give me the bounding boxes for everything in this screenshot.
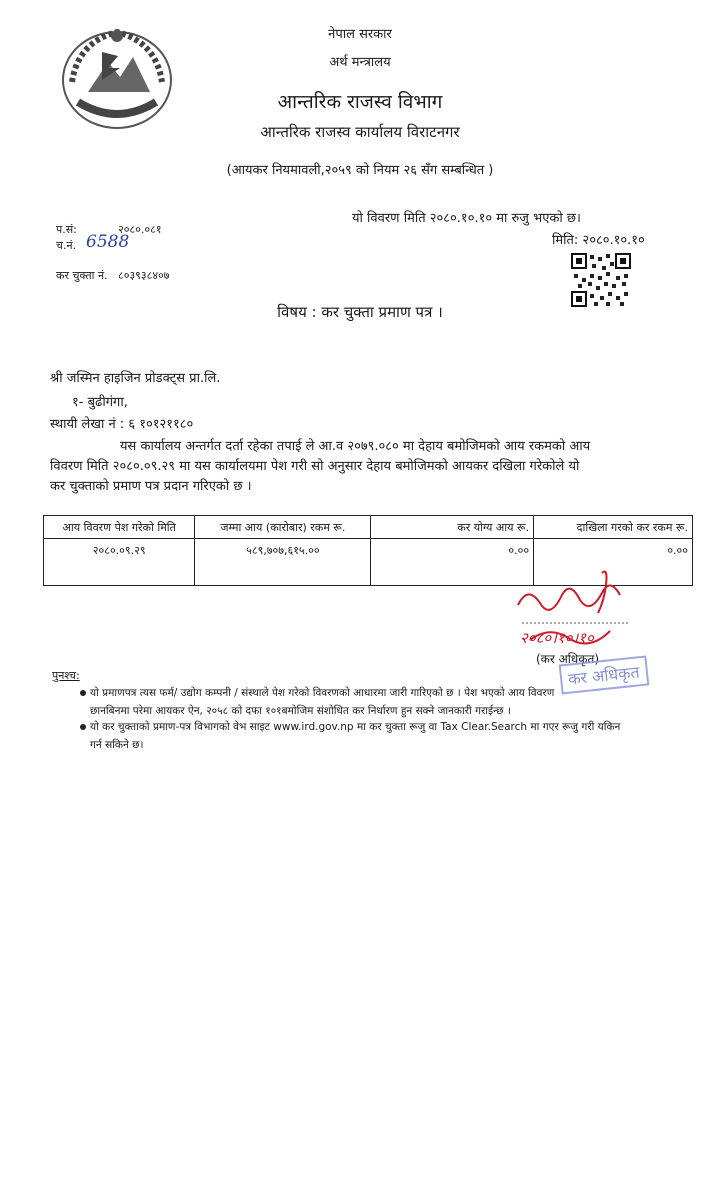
- qr-code-icon: [570, 252, 632, 308]
- table-header-cell: आय विवरण पेश गरेको मिति: [44, 516, 195, 539]
- tax-number-label: कर चुक्ता नं.: [56, 269, 108, 282]
- note-item: [80, 718, 620, 754]
- regulation-note: (आयकर नियमावली,२०५९ को नियम २६ सँग सम्बन्धित ): [226, 163, 494, 178]
- bullet-icon: [80, 724, 86, 730]
- table-cell: ०.००: [371, 539, 534, 586]
- ministry-title: अर्थ मन्त्रालय: [329, 55, 391, 70]
- date-line: मिति: २०८०.१०.१०: [552, 233, 645, 248]
- department-title: आन्तरिक राजस्व विभाग: [277, 91, 443, 113]
- pan-number: स्थायी लेखा नं : ६ १०१२११८०: [50, 417, 194, 432]
- table-cell: ५८९,७०७,६१५.००: [195, 539, 371, 586]
- note-line: छानबिनमा परेमा आयकर ऐन, २०५८ को दफा १०१बमोजिम संशोधित कर निर्धारण हुन सक्ने जानकारी गराईन्छ ।: [90, 705, 511, 717]
- subject-line: विषय : कर चुक्ता प्रमाण पत्र ।: [277, 303, 443, 321]
- notes-label: पुनश्च:: [52, 669, 80, 682]
- cn-label: च.नं.: [56, 239, 77, 252]
- signature-date: २०८०।१०।१०: [520, 629, 594, 647]
- addressee-name: श्री जस्मिन हाइजिन प्रोडक्ट्स प्रा.लि.: [50, 371, 221, 386]
- note-item: [80, 684, 554, 720]
- body-line-3: कर चुक्ताको प्रमाण पत्र प्रदान गरिएको छ ।: [50, 479, 252, 494]
- ps-value: २०८०.०८१: [118, 223, 162, 236]
- table-header-cell: कर योग्य आय रू.: [371, 516, 534, 539]
- ps-label: प.सं:: [56, 223, 77, 236]
- cn-value: 6588: [86, 232, 130, 252]
- table-header-cell: जम्मा आय (कारोबार) रकम रू.: [195, 516, 371, 539]
- table-header-cell: दाखिला गरको कर रकम रू.: [534, 516, 693, 539]
- table-cell: ०.००: [534, 539, 693, 586]
- office-title: आन्तरिक राजस्व कार्यालय विराटनगर: [260, 123, 460, 141]
- body-line-1: यस कार्यालय अन्तर्गत दर्ता रहेका तपाई ले आ.व २०७९.०८० मा देहाय बमोजिमको आय रकमको आय: [120, 439, 591, 454]
- bullet-icon: [80, 690, 86, 696]
- tax-number-value: ८०३९३८४०७: [118, 269, 170, 282]
- officer-title: (कर अधिकृत): [536, 652, 600, 666]
- addressee-address: १- बुढीगंगा,: [72, 395, 128, 410]
- note-line: गर्न सकिने छ।: [90, 739, 144, 751]
- verification-note: यो विवरण मिति २०८०.१०.१० मा रुजु भएको छ।: [352, 211, 581, 226]
- table-header-row: [44, 516, 693, 539]
- body-line-2: विवरण मिति २०८०.०९.२९ मा यस कार्यालयमा पेश गरी सो अनुसार देहाय बमोजिमको आयकर दखिला गरेकोले यो: [50, 459, 580, 474]
- officer-stamp: कर अधिकृत: [559, 656, 649, 695]
- government-title: नेपाल सरकार: [328, 27, 392, 42]
- table-cell: २०८०.०९.२९: [44, 539, 195, 586]
- note-line: यो प्रमाणपत्र त्यस फर्म/ उद्योग कम्पनी / संस्थाले पेश गरेको विवरणको आधारमा जारी गारिएको छ । पेश भएको आय विवरण: [90, 687, 555, 699]
- note-line: यो कर चुक्ताको प्रमाण-पत्र विभागको वेभ साइट www.ird.gov.np मा कर चुक्ता रूजु वा Tax Clear.Search मा गएर रूजु गरी यकिन: [90, 721, 621, 733]
